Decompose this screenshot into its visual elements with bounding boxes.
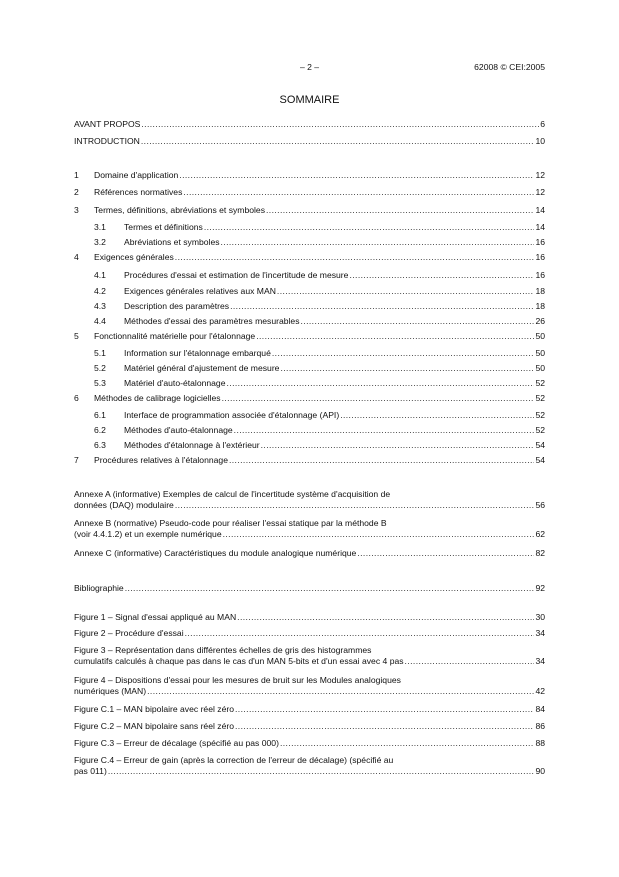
toc-entry-annexe-a[interactable]: Annexe A (informative) Exemples de calcul de l'incertitude système d'acquisition de données (DAQ) modulaire ..... 56	[74, 489, 545, 511]
toc-entry-avant-propos[interactable]: AVANT PROPOS ..... 6	[74, 119, 545, 130]
toc-entry-section-4-1[interactable]: 4.1 Procédures d'essai et estimation de l'incertitude de mesure ..... 16	[74, 270, 545, 281]
toc-entry-section-3[interactable]: 3 Termes, définitions, abréviations et symboles ..... 14	[74, 205, 545, 216]
toc-entry-section-4-4[interactable]: 4.4 Méthodes d'essai des paramètres mesurables ..... 26	[74, 316, 545, 327]
toc-entry-section-6[interactable]: 6 Méthodes de calibrage logicielles ..... 52	[74, 393, 545, 404]
document-reference: 62008 © CEI:2005	[474, 62, 545, 72]
page-number: – 2 –	[299, 62, 320, 72]
toc-entry-section-5-1[interactable]: 5.1 Information sur l'étalonnage embarqué ..... 50	[74, 348, 545, 359]
toc-entry-section-4-2[interactable]: 4.2 Exigences générales relatives aux MAN ..... 18	[74, 286, 545, 297]
toc-entry-figure-c3[interactable]: Figure C.3 – Erreur de décalage (spécifié au pas 000) ..... 88	[74, 738, 545, 749]
toc-entry-figure-c2[interactable]: Figure C.2 – MAN bipolaire sans réel zéro ..... 86	[74, 721, 545, 732]
toc-entry-section-4[interactable]: 4 Exigences générales ..... 16	[74, 252, 545, 263]
toc-entry-section-6-1[interactable]: 6.1 Interface de programmation associée d'étalonnage (API) ..... 52	[74, 410, 545, 421]
toc-entry-section-3-2[interactable]: 3.2 Abréviations et symboles ..... 16	[74, 237, 545, 248]
toc-entry-section-4-3[interactable]: 4.3 Description des paramètres ..... 18	[74, 301, 545, 312]
toc-entry-figure-2[interactable]: Figure 2 – Procédure d'essai ..... 34	[74, 628, 545, 639]
toc-entry-section-6-2[interactable]: 6.2 Méthodes d'auto-étalonnage ..... 52	[74, 425, 545, 436]
toc-title: SOMMAIRE	[279, 94, 340, 106]
toc-entry-section-5-2[interactable]: 5.2 Matériel général d'ajustement de mesure ..... 50	[74, 363, 545, 374]
toc-entry-section-6-3[interactable]: 6.3 Méthodes d'étalonnage à l'extérieur ..... 54	[74, 440, 545, 451]
toc-entry-annexe-b[interactable]: Annexe B (normative) Pseudo-code pour réaliser l'essai statique par la méthode B (voir 4.4.1.2) et un exemple numérique ..... 62	[74, 518, 545, 540]
toc-entry-figure-1[interactable]: Figure 1 – Signal d'essai appliqué au MAN ..... 30	[74, 612, 545, 623]
toc-entry-figure-3[interactable]: Figure 3 – Représentation dans différentes échelles de gris des histogrammes cumulatifs calculés à chaque pas dans le cas d'un MAN 5-bits et d'un essai avec 4 pas ..... 34	[74, 645, 545, 667]
toc-entry-section-5[interactable]: 5 Fonctionnalité matérielle pour l'étalonnage ..... 50	[74, 331, 545, 342]
toc-entry-bibliographie[interactable]: Bibliographie ..... 92	[74, 583, 545, 594]
toc-entry-figure-c1[interactable]: Figure C.1 – MAN bipolaire avec réel zéro ..... 84	[74, 704, 545, 715]
toc-entry-introduction[interactable]: INTRODUCTION ..... 10	[74, 136, 545, 147]
toc-entry-figure-4[interactable]: Figure 4 – Dispositions d'essai pour les mesures de bruit sur les Modules analogiques numériques (MAN) ..... 42	[74, 675, 545, 697]
toc-entry-section-5-3[interactable]: 5.3 Matériel d'auto-étalonnage ..... 52	[74, 378, 545, 389]
toc-entry-section-2[interactable]: 2 Références normatives ..... 12	[74, 187, 545, 198]
toc-entry-section-3-1[interactable]: 3.1 Termes et définitions ..... 14	[74, 222, 545, 233]
toc-entry-figure-c4[interactable]: Figure C.4 – Erreur de gain (après la correction de l'erreur de décalage) (spécifié au pas 011) ..... 90	[74, 755, 545, 777]
toc-entry-section-7[interactable]: 7 Procédures relatives à l'étalonnage ..... 54	[74, 455, 545, 466]
toc-entry-annexe-c[interactable]: Annexe C (informative) Caractéristiques du module analogique numérique ..... 82	[74, 548, 545, 559]
toc-entry-section-1[interactable]: 1 Domaine d'application ..... 12	[74, 170, 545, 181]
